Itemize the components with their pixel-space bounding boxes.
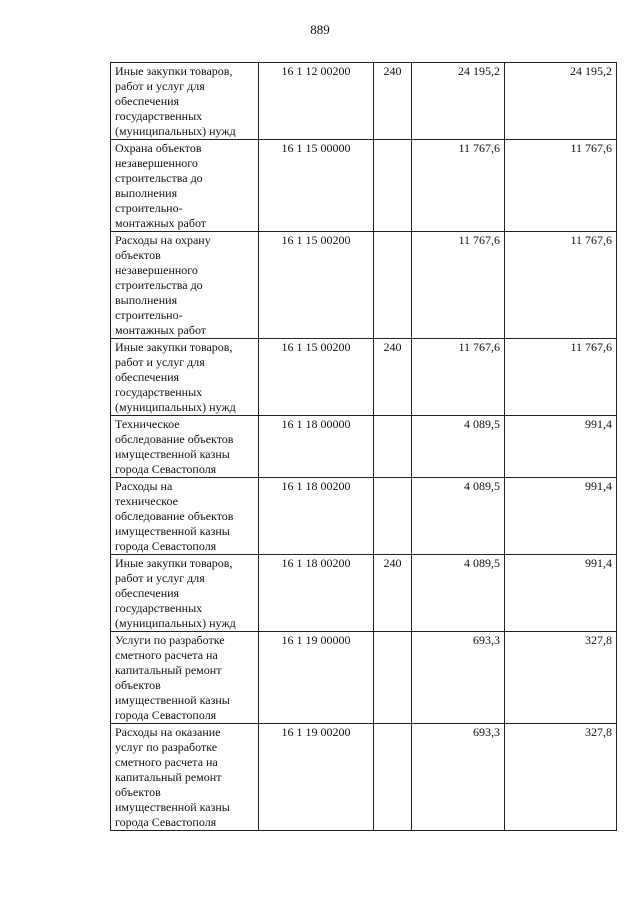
row-sum2-cell	[505, 724, 617, 831]
row-sum1-cell	[412, 632, 505, 724]
row-name-cell	[111, 478, 259, 555]
row-code-text: 16 1 19 00200	[281, 725, 351, 739]
row-sum2-cell	[505, 232, 617, 339]
row-sum1-text: 693,3	[473, 725, 500, 739]
page-number: 889	[310, 22, 330, 37]
row-sum2-cell	[505, 63, 617, 140]
row-code-cell	[259, 724, 374, 831]
row-type-cell	[374, 339, 412, 416]
row-name-cell	[111, 416, 259, 478]
row-sum1-text: 11 767,6	[458, 233, 500, 247]
row-sum1-cell	[412, 339, 505, 416]
row-sum1-cell	[412, 724, 505, 831]
row-type-text: 240	[383, 556, 402, 570]
row-code-cell	[259, 339, 374, 416]
row-sum1-cell	[412, 478, 505, 555]
row-code-text: 16 1 18 00200	[281, 479, 351, 493]
table-row	[111, 63, 617, 140]
table-row	[111, 339, 617, 416]
row-name-text: Расходы на оказание услуг по разработке сметного расчета на капитальный ремонт объектов имущественной казны города Севастополя	[115, 725, 230, 829]
table-row	[111, 632, 617, 724]
row-name-cell	[111, 232, 259, 339]
row-sum1-cell	[412, 555, 505, 632]
row-sum2-text: 327,8	[585, 725, 612, 739]
row-sum1-cell	[412, 140, 505, 232]
table-row	[111, 232, 617, 339]
row-sum1-text: 4 089,5	[464, 417, 500, 431]
row-sum1-text: 24 195,2	[458, 64, 500, 78]
row-sum2-text: 11 767,6	[570, 233, 612, 247]
row-name-cell	[111, 555, 259, 632]
row-code-text: 16 1 18 00200	[281, 556, 351, 570]
row-sum2-text: 24 195,2	[570, 64, 612, 78]
row-sum2-cell	[505, 416, 617, 478]
row-type-cell	[374, 416, 412, 478]
row-sum2-text: 11 767,6	[570, 141, 612, 155]
row-name-text: Иные закупки товаров, работ и услуг для обеспечения государственных (муниципальных) нужд	[115, 64, 236, 138]
row-name-text: Услуги по разработке сметного расчета на капитальный ремонт объектов имущественной казны города Севастополя	[115, 633, 230, 722]
row-code-cell	[259, 416, 374, 478]
row-code-text: 16 1 15 00200	[281, 233, 351, 247]
row-sum1-cell	[412, 232, 505, 339]
row-code-text: 16 1 15 00200	[281, 340, 351, 354]
row-sum2-cell	[505, 632, 617, 724]
row-sum1-text: 4 089,5	[464, 479, 500, 493]
row-name-cell	[111, 724, 259, 831]
row-sum2-cell	[505, 555, 617, 632]
row-type-cell	[374, 555, 412, 632]
row-code-cell	[259, 478, 374, 555]
table-row	[111, 724, 617, 831]
row-code-cell	[259, 140, 374, 232]
row-name-text: Иные закупки товаров, работ и услуг для обеспечения государственных (муниципальных) нужд	[115, 340, 236, 414]
row-sum1-text: 4 089,5	[464, 556, 500, 570]
row-name-text: Охрана объектов незавершенного строительства до выполнения строительно- монтажных работ	[115, 141, 207, 230]
row-sum2-text: 11 767,6	[570, 340, 612, 354]
row-type-cell	[374, 724, 412, 831]
row-name-cell	[111, 63, 259, 140]
row-name-cell	[111, 339, 259, 416]
row-sum1-cell	[412, 416, 505, 478]
row-sum2-text: 327,8	[585, 633, 612, 647]
row-type-cell	[374, 478, 412, 555]
row-name-text: Иные закупки товаров, работ и услуг для обеспечения государственных (муниципальных) нужд	[115, 556, 236, 630]
budget-table	[110, 62, 617, 831]
table-row	[111, 478, 617, 555]
row-code-cell	[259, 555, 374, 632]
table-row	[111, 555, 617, 632]
row-code-cell	[259, 63, 374, 140]
row-sum2-text: 991,4	[585, 417, 612, 431]
row-code-text: 16 1 18 00000	[281, 417, 351, 431]
row-name-cell	[111, 632, 259, 724]
table-body	[111, 63, 617, 831]
row-name-text: Расходы на охрану объектов незавершенного строительства до выполнения строительно- монтажных работ	[115, 233, 211, 337]
table-row	[111, 416, 617, 478]
row-sum2-text: 991,4	[585, 479, 612, 493]
row-code-cell	[259, 632, 374, 724]
row-sum2-cell	[505, 339, 617, 416]
row-name-text: Расходы на техническое обследование объектов имущественной казны города Севастополя	[115, 479, 234, 553]
row-type-cell	[374, 140, 412, 232]
row-type-text: 240	[383, 340, 402, 354]
row-type-cell	[374, 232, 412, 339]
row-sum1-text: 11 767,6	[458, 340, 500, 354]
row-type-cell	[374, 632, 412, 724]
row-code-text: 16 1 19 00000	[281, 633, 351, 647]
row-sum1-text: 693,3	[473, 633, 500, 647]
row-sum2-cell	[505, 140, 617, 232]
row-code-cell	[259, 232, 374, 339]
row-sum2-cell	[505, 478, 617, 555]
row-name-text: Техническое обследование объектов имущественной казны города Севастополя	[115, 417, 234, 476]
row-code-text: 16 1 12 00200	[281, 64, 351, 78]
row-type-text: 240	[383, 64, 402, 78]
table-row	[111, 140, 617, 232]
row-type-cell	[374, 63, 412, 140]
row-sum1-text: 11 767,6	[458, 141, 500, 155]
row-sum2-text: 991,4	[585, 556, 612, 570]
row-sum1-cell	[412, 63, 505, 140]
row-name-cell	[111, 140, 259, 232]
row-code-text: 16 1 15 00000	[281, 141, 351, 155]
